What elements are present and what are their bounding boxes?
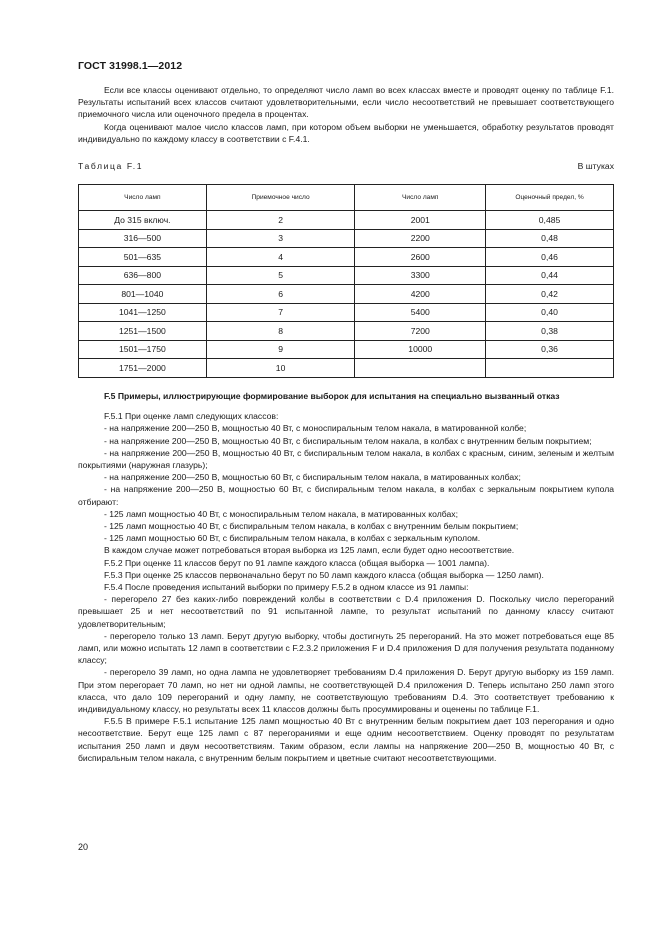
table-cell: 3300 — [355, 266, 486, 285]
table-row — [79, 322, 614, 341]
table-cell — [486, 359, 614, 378]
table-cell: 4200 — [355, 285, 486, 304]
table-row — [79, 359, 614, 378]
paragraph: В каждом случае может потребоваться вторая выборка из 125 ламп, если будет одно несоответствие. — [104, 545, 515, 556]
table-row — [79, 285, 614, 304]
table-cell: 0,42 — [486, 285, 614, 304]
paragraph: F.5.3 При оценке 25 классов первоначально берут по 50 ламп каждого класса (общая выборка — 1250 ламп). — [104, 569, 544, 580]
table-f1 — [78, 184, 614, 378]
table-cell: 2200 — [355, 229, 486, 248]
table-units: В штуках — [577, 161, 614, 171]
intro-text — [78, 84, 614, 145]
paragraph: - перегорело 27 без каких-либо повреждений колбы в соответствии с D.4 приложения D. Поскольку число перегораний превышает 25 и нет несоответствий по 91 испытанной лампе, то результат испытаний по данному классу считают удовлетворительным; — [78, 594, 614, 629]
table-row — [79, 229, 614, 248]
table-cell: 2 — [206, 211, 355, 230]
table-cell: 10000 — [355, 340, 486, 359]
table-cell: 8 — [206, 322, 355, 341]
table-row — [79, 211, 614, 230]
table-cell: 2600 — [355, 248, 486, 267]
paragraph: - на напряжение 200—250 В, мощностью 60 Вт, с биспиральным телом накала, в матированных колбах; — [104, 472, 521, 483]
table-cell: 0,40 — [486, 303, 614, 322]
paragraph: F.5.1 При оценке ламп следующих классов: — [104, 411, 279, 422]
paragraph: - на напряжение 200—250 В, мощностью 40 Вт, с моноспиральным телом накала, в матированной колбе; — [104, 423, 527, 434]
document-header: ГОСТ 31998.1—2012 — [78, 60, 183, 72]
table-row — [79, 303, 614, 322]
paragraph: - на напряжение 200—250 В, мощностью 40 Вт, с биспиральным телом накала, в колбах с красным, синим, зеленым и желтым покрытиями (наружная глазурь); — [78, 447, 614, 471]
table-cell: 0,36 — [486, 340, 614, 359]
page-number: 20 — [78, 842, 89, 852]
table-cell: 1041—1250 — [79, 303, 207, 322]
table-cell: 0,48 — [486, 229, 614, 248]
table-cell: 10 — [206, 359, 355, 378]
table-cell: 0,38 — [486, 322, 614, 341]
table-cell: 5400 — [355, 303, 486, 322]
table-header-row — [79, 185, 614, 211]
table-cell: 9 — [206, 340, 355, 359]
table-row — [79, 248, 614, 267]
column-header: Приемочное число — [206, 185, 355, 211]
table-cell: 2001 — [355, 211, 486, 230]
table-cell — [355, 359, 486, 378]
section-f5 — [78, 390, 614, 764]
table-cell: 316—500 — [79, 229, 207, 248]
intro-paragraph: Когда оценивают малое число классов ламп, при котором объем выборки не уменьшается, обработку результатов проводят индивидуально по каждому классу в соответствии с F.4.1. — [78, 121, 614, 144]
section-title: F.5 Примеры, иллюстрирующие формирование выборок для испытания на специально вызванный отказ — [104, 391, 560, 401]
column-header: Оценочный предел, % — [486, 185, 614, 211]
table-cell: 4 — [206, 248, 355, 267]
table-cell: 5 — [206, 266, 355, 285]
table-cell: 1501—1750 — [79, 340, 207, 359]
table-cell: 636—800 — [79, 266, 207, 285]
table-row — [79, 266, 614, 285]
table-cell: 1751—2000 — [79, 359, 207, 378]
table-cell: 7 — [206, 303, 355, 322]
paragraph: - перегорело 39 ламп, но одна лампа не удовлетворяет требованиям D.4 приложения D. Берут другую выборку из 159 ламп. При этом перегорает 70 ламп, но нет ни одной лампы, не соответствующей D.4 приложения D. Теперь испытано 250 ламп этого класса, что дало 109 перегораний и одну лампу, не соответствующую требованиям D.4. Это соответствует требованию к индивидуальному классу, но результаты всех 11 классов должны быть просуммированы и оценены по таблице F.1. — [78, 667, 614, 715]
paragraph: F.5.2 При оценке 11 классов берут по 91 лампе каждого класса (общая выборка — 1001 лампа). — [104, 557, 490, 568]
paragraph: - 125 ламп мощностью 40 Вт, с биспиральным телом накала, в колбах с внутренним белым покрытием; — [104, 521, 519, 532]
paragraph: - 125 ламп мощностью 60 Вт, с биспиральным телом накала, в колбах с зеркальным куполом. — [104, 533, 481, 544]
table-cell: 0,46 — [486, 248, 614, 267]
paragraph: - перегорело только 13 ламп. Берут другую выборку, чтобы достигнуть 25 перегораний. На это может потребоваться еще 85 ламп, или можно испытать 12 ламп в соответствии с F.2.3.2 приложения F и D.4 приложения D для получения результата поданному классу; — [78, 630, 614, 666]
column-header: Число ламп — [355, 185, 486, 211]
paragraph: F.5.4 После проведения испытаний выборки по примеру F.5.2 в одном классе из 91 лампы: — [104, 582, 469, 593]
table-cell: 801—1040 — [79, 285, 207, 304]
intro-paragraph: Если все классы оценивают отдельно, то определяют число ламп во всех классах вместе и проводят оценку по таблице F.1. Результаты испытаний всех классов считают удовлетворительными, если число несоответствий не превышает соответствующего приемочного числа или оценочного предела в процентах. — [78, 85, 614, 120]
table-cell: 6 — [206, 285, 355, 304]
paragraph: F.5.5 В примере F.5.1 испытание 125 ламп мощностью 40 Вт с внутренним белым покрытием дает 103 перегорания и одно несоответствие. Берут еще 125 ламп с 87 перегораниями и еще одним несоответствием. Оценку проводят по результатам испытания 250 ламп и двум несоответствиям. Таким образом, если лампы на напряжение 200—250 В, мощностью 40 Вт, с биспиральным телом накала, с внутренним белым покрытием и цветные считают несоответствующими. — [78, 716, 614, 763]
paragraph: - на напряжение 200—250 В, мощностью 40 Вт, с биспиральным телом накала, в колбах с внутренним белым покрытием; — [104, 435, 592, 446]
table-cell: 0,485 — [486, 211, 614, 230]
column-header: Число ламп — [79, 185, 207, 211]
table-cell: 3 — [206, 229, 355, 248]
table-row — [79, 340, 614, 359]
table-cell: 501—635 — [79, 248, 207, 267]
table-cell: 1251—1500 — [79, 322, 207, 341]
table-cell: До 315 включ. — [79, 211, 207, 230]
table-cell: 7200 — [355, 322, 486, 341]
paragraph: - 125 ламп мощностью 40 Вт, с моноспиральным телом накала, в матированных колбах; — [104, 508, 458, 519]
paragraph: - на напряжение 200—250 В, мощностью 60 Вт, с биспиральным телом накала, в колбах с зеркальным покрытием купола отбирают: — [78, 484, 614, 507]
table-caption: Таблица F.1 — [78, 161, 144, 171]
table-cell: 0,44 — [486, 266, 614, 285]
